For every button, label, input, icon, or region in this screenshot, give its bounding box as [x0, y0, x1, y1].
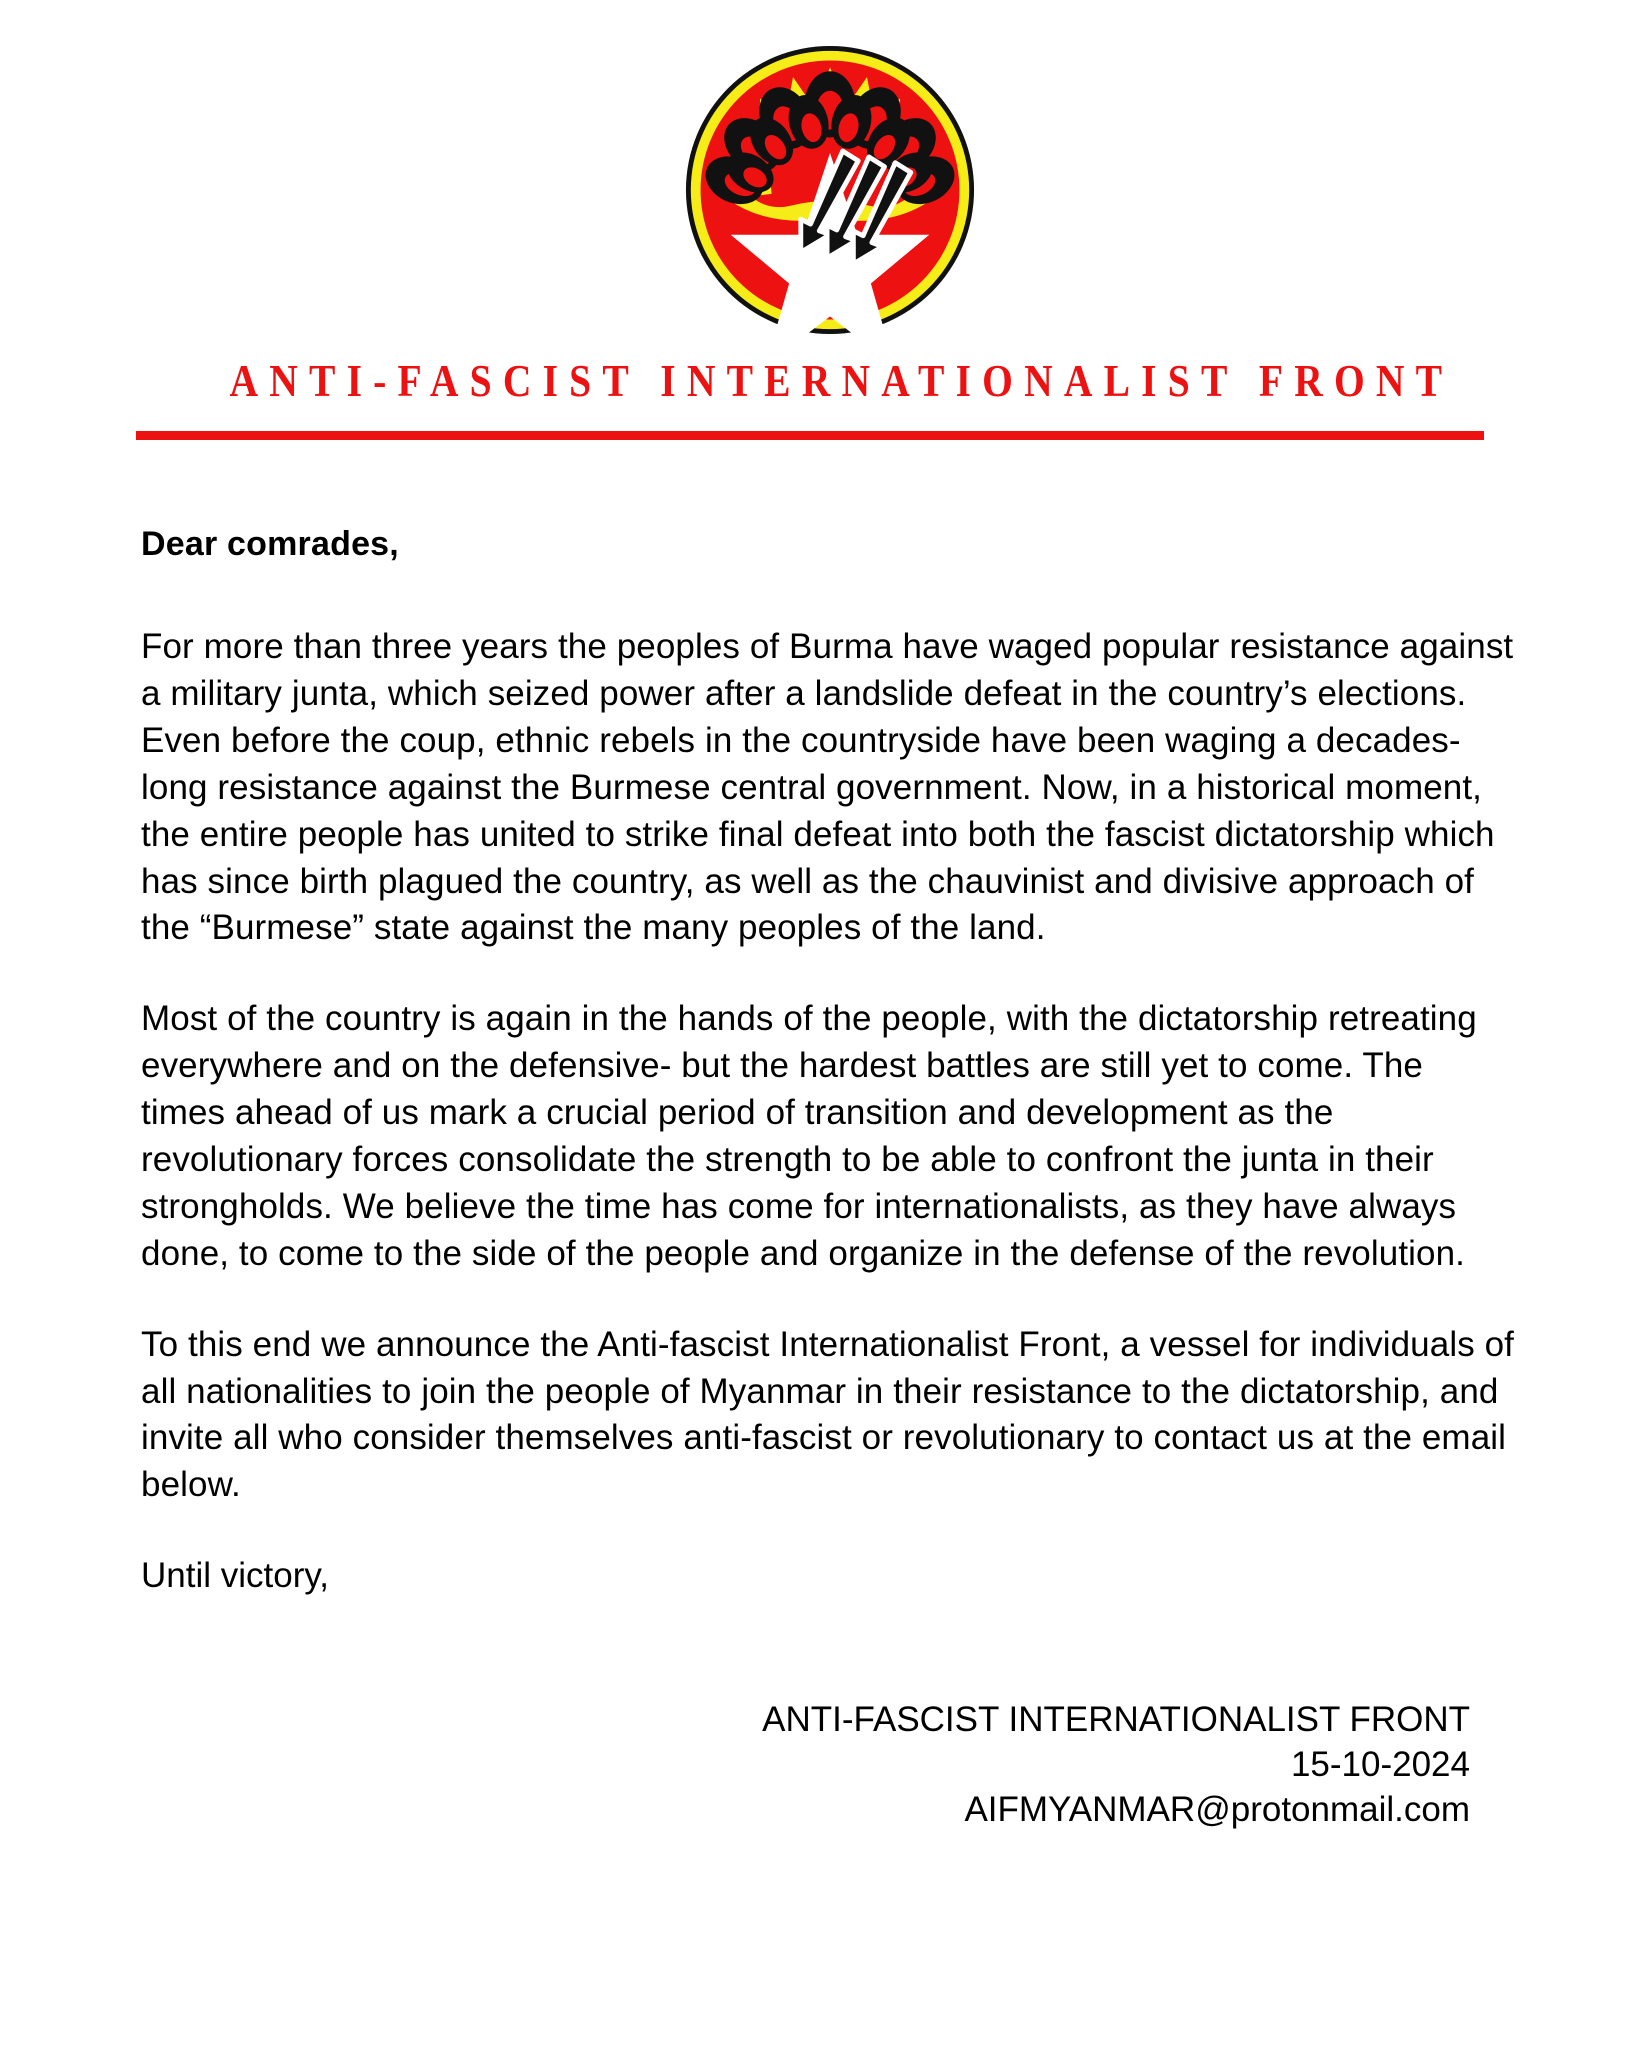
letter-paragraphs: [141, 624, 1516, 1509]
closing-line: Until victory,: [141, 1556, 329, 1596]
emblem-graphic: [684, 44, 976, 336]
paragraph: To this end we announce the Anti-fascist Internationalist Front, a vessel for individuals of all nationalities to join the people of Myanmar in their resistance to the dictatorship, and invite all who consider themselves anti-fascist or revolutionary to contact us at the email below.: [141, 1324, 1515, 1505]
letterhead-divider: [136, 431, 1484, 440]
signature-block: [0, 1698, 1470, 1832]
signature-date: 15-10-2024: [1290, 1744, 1470, 1784]
paragraph: Most of the country is again in the hands of the people, with the dictatorship retreating everywhere and on the defensive- but the hardest battles are still yet to come. The times ahead of us mark a crucial period of transition and development as the revolutionary forces consolidate the strength to be able to confront the junta in their strongholds. We believe the time has come for internationalists, as they have always done, to come to the side of the people and organize in the defense of the revolution.: [141, 999, 1477, 1273]
salutation: Dear comrades,: [141, 525, 399, 563]
signature-organization: ANTI-FASCIST INTERNATIONALIST FRONT: [762, 1700, 1470, 1740]
paragraph: For more than three years the peoples of Burma have waged popular resistance against a military junta, which seized power after a landslide defeat in the country’s elections. Even before the coup, ethnic rebels in the countryside have been waging a decades-long resistance against the Burmese central government. Now, in a historical moment, the entire people has united to strike final defeat into both the fascist dictatorship which has since birth plagued the country, as well as the chauvinist and divisive approach of the “Burmese” state against the many peoples of the land.: [141, 627, 1514, 948]
page-title: ANTI-FASCIST INTERNATIONALIST FRONT: [229, 355, 1454, 406]
letter-body: [0, 440, 1638, 1833]
organization-emblem: [684, 44, 976, 336]
signature-email[interactable]: AIFMYANMAR@protonmail.com: [964, 1789, 1470, 1829]
letterhead: [0, 0, 1638, 440]
